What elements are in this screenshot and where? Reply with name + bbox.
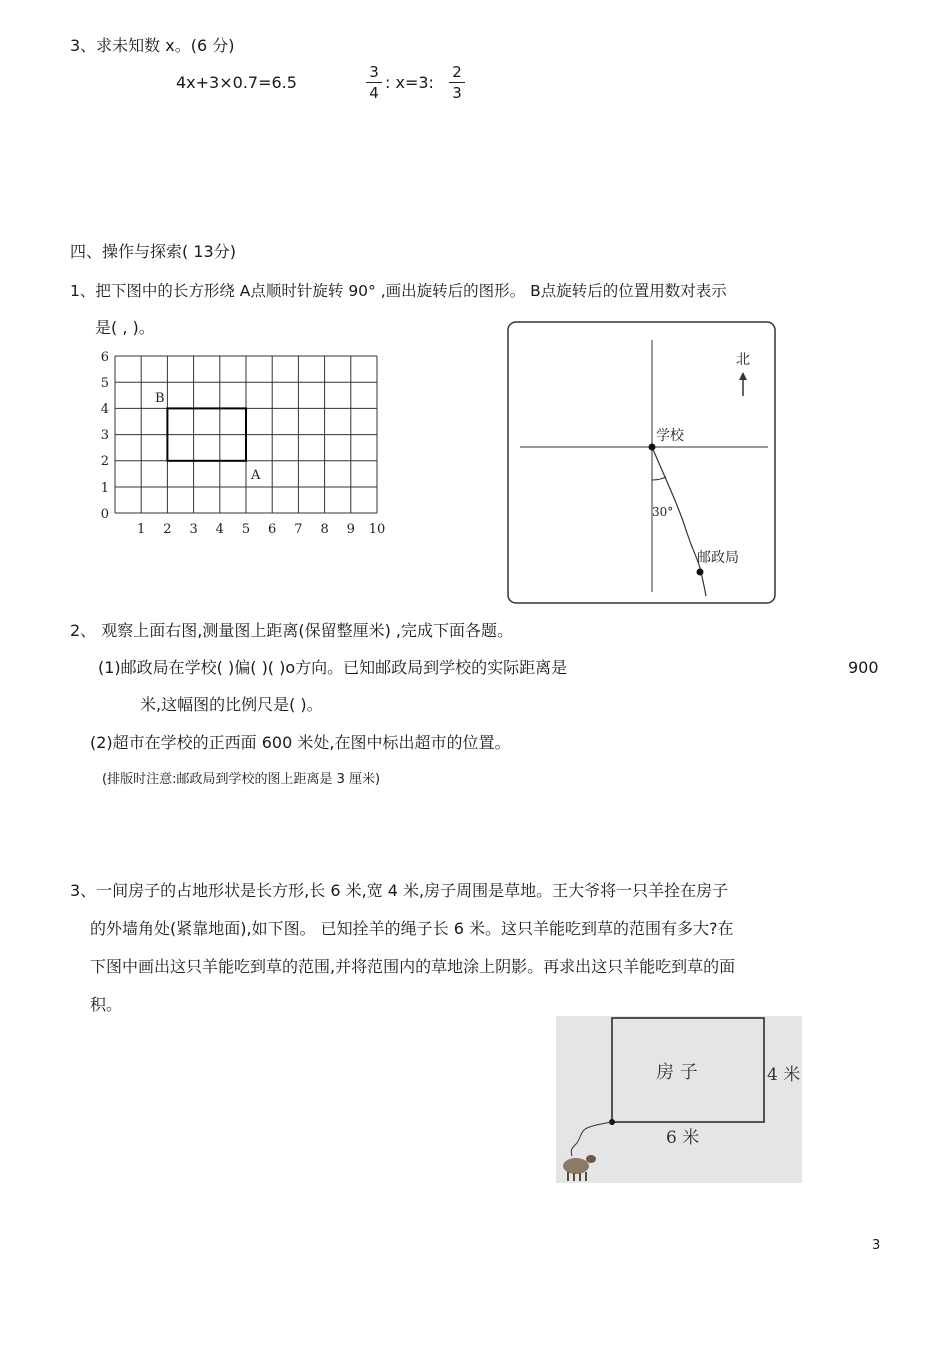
y-tick: 0 <box>100 507 109 522</box>
fraction-numerator: 2 <box>452 63 462 81</box>
problem-2-line-4: (2)超市在学校的正西面 600 米处,在图中标出超市的位置。 <box>90 733 511 752</box>
page-number: 3 <box>872 1238 881 1253</box>
point-b-label: B <box>155 391 165 406</box>
problem-2-line-2-value: 900 <box>848 658 879 677</box>
north-label: 北 <box>736 352 750 368</box>
equation-2-fraction-2 <box>449 65 465 101</box>
post-office-label: 邮政局 <box>697 550 739 566</box>
problem-3-line-2: 的外墙角处(紧靠地面),如下图。 已知拴羊的绳子长 6 米。这只羊能吃到草的范围有多大?在 <box>90 919 734 938</box>
x-tick: 3 <box>189 522 198 537</box>
house-figure <box>556 1016 804 1184</box>
problem-3-line-3: 下图中画出这只羊能吃到草的范围,并将范围内的草地涂上阴影。再求出这只羊能吃到草的面 <box>90 957 736 976</box>
school-point <box>649 444 656 451</box>
equation-2-fraction-1 <box>366 65 382 101</box>
x-tick: 9 <box>346 522 355 537</box>
problem-3-line-4: 积。 <box>90 995 123 1014</box>
y-tick: 4 <box>100 402 109 417</box>
q3-title: 3、求未知数 x。(6 分) <box>70 36 235 55</box>
angle-label: 30° <box>652 505 674 519</box>
x-tick: 2 <box>163 522 172 537</box>
y-tick: 3 <box>100 428 109 443</box>
problem-3-line-1: 3、一间房子的占地形状是长方形,长 6 米,宽 4 米,房子周围是草地。王大爷将一只羊拴在房子 <box>70 881 729 900</box>
y-tick: 6 <box>100 350 109 365</box>
section-4-title: 四、操作与探索( 13分) <box>70 242 236 261</box>
y-tick: 5 <box>100 376 109 391</box>
x-tick: 1 <box>137 522 146 537</box>
x-tick: 5 <box>241 522 251 537</box>
fraction-numerator: 3 <box>369 63 379 81</box>
school-label: 学校 <box>656 428 684 444</box>
post-office-point <box>697 569 704 576</box>
equation-1: 4x+3×0.7=6.5 <box>176 73 297 92</box>
house-height-label: 4 米 <box>767 1065 801 1085</box>
point-a-label: A <box>251 468 261 483</box>
house-label: 房 子 <box>656 1062 698 1083</box>
fraction-denominator: 3 <box>452 84 462 102</box>
x-tick: 6 <box>268 522 277 537</box>
x-tick: 4 <box>215 522 224 537</box>
problem-2-line-3: 米,这幅图的比例尺是( )。 <box>140 695 323 714</box>
y-tick: 1 <box>100 481 109 496</box>
problem-1-line-2: 是( , )。 <box>95 318 155 337</box>
house-width-label: 6 米 <box>666 1128 700 1148</box>
x-tick: 8 <box>320 522 329 537</box>
problem-1-line-1: 1、把下图中的长方形绕 A点顺时针旋转 90° ,画出旋转后的图形。 B点旋转后的位置用数对表示 <box>70 282 727 300</box>
x-tick: 7 <box>294 522 303 537</box>
fraction-denominator: 4 <box>369 84 379 102</box>
y-tick: 2 <box>100 454 109 469</box>
problem-2-note: (排版时注意:邮政局到学校的图上距离是 3 厘米) <box>102 772 381 787</box>
problem-2-line-2: (1)邮政局在学校( )偏( )( )o方向。已知邮政局到学校的实际距离是 <box>98 658 568 677</box>
direction-map <box>506 320 778 608</box>
problem-2-line-1: 2、 观察上面右图,测量图上距离(保留整厘米) ,完成下面各题。 <box>70 621 514 640</box>
coordinate-grid <box>90 346 400 546</box>
x-tick: 10 <box>368 522 386 537</box>
equation-2-middle: : x=3: <box>385 73 434 92</box>
